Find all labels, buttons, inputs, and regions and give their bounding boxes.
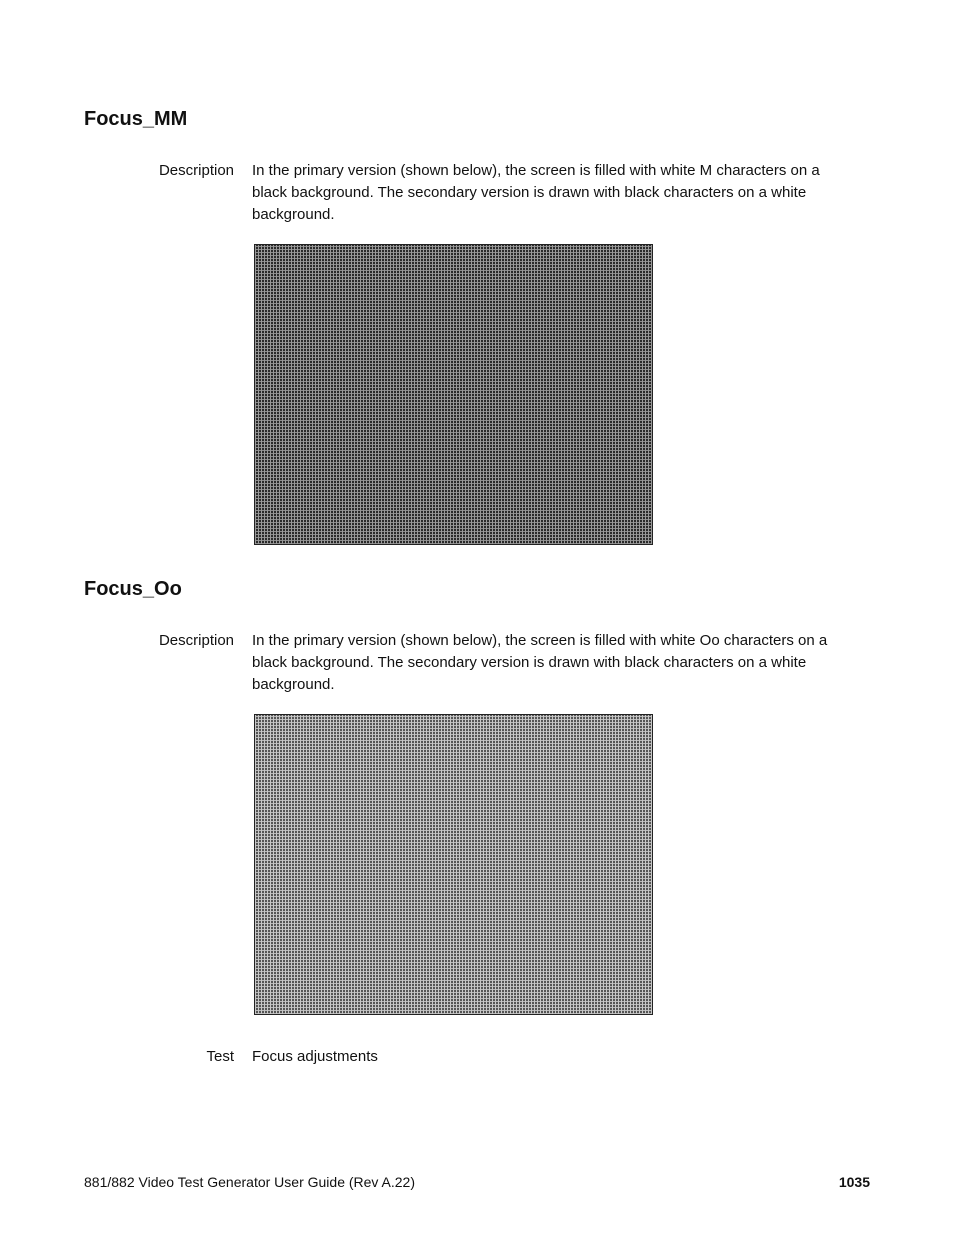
focus-oo-pattern-image: [254, 714, 653, 1015]
footer-page-number: 1035: [838, 1174, 870, 1190]
description-text-focus-oo: In the primary version (shown below), the screen is filled with white Oo characters on a black background. The secondary version is drawn with black characters on a white background.: [252, 632, 828, 693]
footer-guide-title: 881/882 Video Test Generator User Guide (Rev A.22): [84, 1174, 416, 1190]
section-title-focus-mm: Focus_MM: [84, 108, 188, 130]
description-text-focus-mm: In the primary version (shown below), the screen is filled with white M characters on a black background. The secondary version is drawn with black characters on a white background.: [252, 162, 820, 223]
test-text: Focus adjustments: [252, 1048, 378, 1065]
description-label-focus-mm: Description: [158, 162, 234, 179]
test-label: Test: [206, 1048, 234, 1065]
focus-mm-pattern-image: [254, 244, 653, 545]
section-title-focus-oo: Focus_Oo: [84, 578, 182, 600]
description-label-focus-oo: Description: [158, 632, 234, 649]
